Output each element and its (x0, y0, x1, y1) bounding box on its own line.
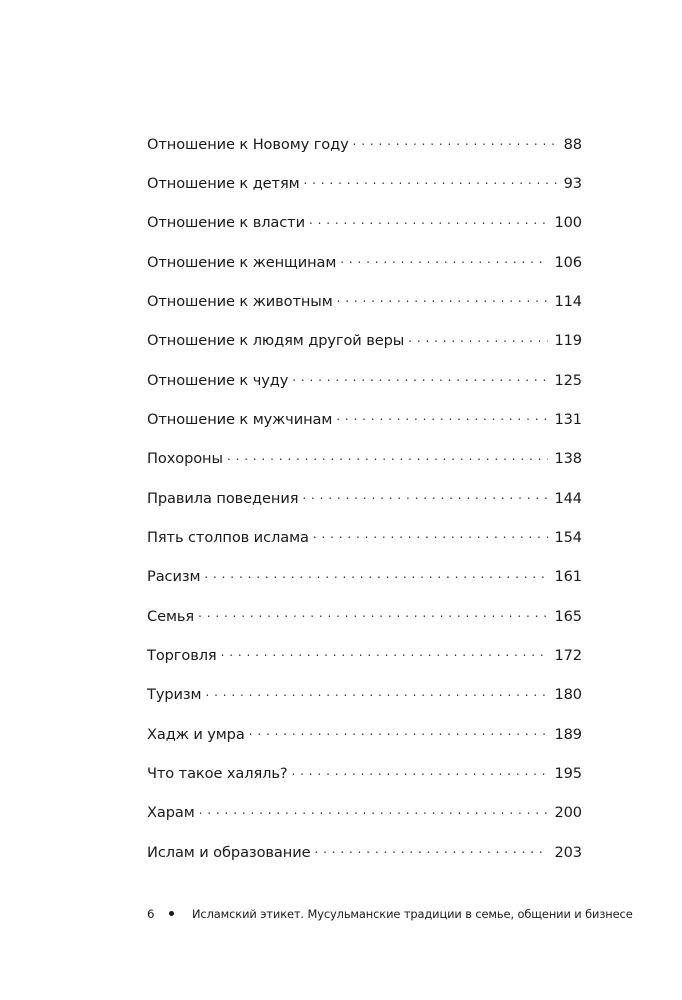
bullet-icon (169, 911, 174, 916)
toc-dot-leader (302, 488, 548, 503)
toc-dot-leader (340, 252, 548, 267)
toc-entry-page: 114 (554, 292, 582, 310)
toc-entry-title: Отношение к власти (147, 214, 305, 232)
toc-entry-page: 165 (554, 607, 582, 625)
toc-entry-title: Отношение к Новому году (147, 135, 349, 153)
toc-entry-page: 93 (563, 174, 582, 192)
toc-entry-title: Туризм (147, 686, 202, 704)
toc-dot-leader (204, 567, 548, 582)
toc-entry[interactable] (147, 645, 582, 684)
toc-entry-page: 180 (554, 686, 582, 704)
toc-dot-leader (292, 370, 548, 385)
toc-dot-leader (309, 213, 548, 228)
toc-entry-page: 189 (554, 725, 582, 743)
toc-entry-title: Харам (147, 804, 195, 822)
toc-dot-leader (205, 685, 548, 700)
toc-entry[interactable] (147, 724, 582, 763)
toc-entry[interactable] (147, 291, 582, 330)
toc-entry[interactable] (147, 213, 582, 252)
toc-entry-page: 119 (554, 332, 582, 350)
toc-entry-page: 88 (563, 135, 582, 153)
toc-entry-page: 100 (554, 214, 582, 232)
toc-entry-page: 161 (554, 568, 582, 586)
toc-entry-page: 203 (554, 843, 582, 861)
toc-entry-page: 125 (554, 371, 582, 389)
toc-entry[interactable] (147, 842, 582, 881)
page-footer (147, 907, 633, 921)
toc-entry[interactable] (147, 409, 582, 448)
toc-dot-leader (408, 331, 548, 346)
toc-entry-title: Торговля (147, 647, 217, 665)
toc-entry-page: 144 (554, 489, 582, 507)
toc-entry[interactable] (147, 173, 582, 212)
toc-entry-title: Отношение к детям (147, 174, 300, 192)
toc-entry-title: Похороны (147, 450, 223, 468)
toc-entry-title: Отношение к мужчинам (147, 411, 333, 428)
toc-entry[interactable] (147, 331, 582, 370)
footer-book-title: Исламский этикет. Мусульманские традиции в семье, общении и бизнесе (192, 907, 633, 921)
toc-entry[interactable] (147, 567, 582, 606)
toc-dot-leader (336, 409, 548, 424)
toc-dot-leader (227, 449, 549, 464)
toc-entry-title: Семья (147, 607, 195, 625)
table-of-contents (147, 134, 582, 882)
toc-entry-title: Расизм (147, 568, 201, 586)
toc-entry[interactable] (147, 764, 582, 803)
toc-entry[interactable] (147, 134, 582, 173)
footer-page-number: 6 (147, 907, 155, 921)
toc-entry[interactable] (147, 527, 582, 566)
toc-entry-page: 106 (554, 253, 582, 271)
toc-entry-page: 131 (554, 411, 582, 428)
toc-entry-page: 154 (554, 529, 582, 547)
toc-entry-title: Отношение к женщинам (147, 253, 337, 271)
toc-entry[interactable] (147, 803, 582, 842)
toc-dot-leader (313, 527, 549, 542)
toc-entry-page: 172 (554, 647, 582, 665)
toc-entry-title: Отношение к людям другой веры (147, 332, 405, 350)
toc-dot-leader (198, 606, 548, 621)
toc-entry[interactable] (147, 449, 582, 488)
toc-entry[interactable] (147, 488, 582, 527)
toc-entry-title: Хадж и умра (147, 725, 245, 743)
toc-entry-title: Отношение к чуду (147, 371, 289, 389)
toc-dot-leader (221, 645, 549, 660)
toc-entry[interactable] (147, 685, 582, 724)
toc-dot-leader (337, 291, 549, 306)
toc-entry-page: 200 (554, 804, 582, 822)
toc-entry-page: 138 (554, 450, 582, 468)
toc-dot-leader (292, 764, 549, 779)
toc-entry[interactable] (147, 606, 582, 645)
toc-entry-page: 195 (554, 765, 582, 783)
toc-entry[interactable] (147, 370, 582, 409)
toc-dot-leader (249, 724, 549, 739)
toc-dot-leader (199, 803, 549, 818)
toc-dot-leader (304, 173, 558, 188)
toc-entry-title: Правила поведения (147, 489, 299, 507)
toc-dot-leader (314, 842, 548, 857)
toc-dot-leader (353, 134, 558, 149)
toc-entry-title: Отношение к животным (147, 292, 333, 310)
toc-entry[interactable] (147, 252, 582, 291)
toc-entry-title: Ислам и образование (147, 843, 311, 861)
toc-entry-title: Пять столпов ислама (147, 529, 309, 547)
toc-entry-title: Что такое халяль? (147, 765, 288, 783)
